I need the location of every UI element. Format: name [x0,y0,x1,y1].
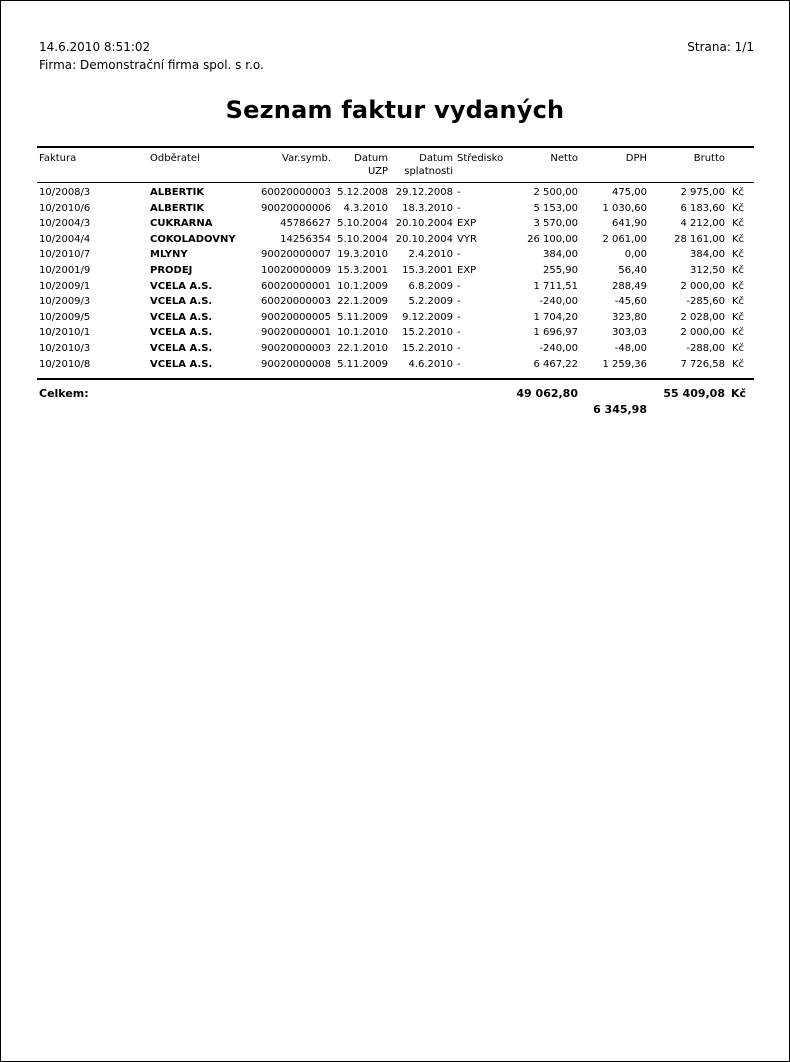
cost-center: - [457,280,461,292]
customer-name: VČELA A.S. [150,311,213,323]
amount-netto: 255,90 [543,265,578,276]
date-uzp: 5.11.2009 [337,311,388,323]
currency: Kč [732,343,745,354]
cost-center: - [457,187,461,198]
amount-vat: 475,00 [612,187,647,198]
amount-vat: 2 061,00 [602,233,647,245]
amount-vat: -48,00 [614,343,647,354]
customer-name: ALBERTÍK [150,187,205,198]
customer-name: MLÝNY [150,249,188,261]
date-due: 2.4.2010 [408,249,453,261]
date-uzp: 19.3.2010 [337,249,388,261]
invoice-number: 10/2010/1 [39,327,91,339]
variable-symbol: 90020000007 [261,249,331,261]
date-due: 15.3.2001 [402,265,453,276]
print-datetime: 14.6.2010 8:51:02 [39,40,151,54]
amount-netto: 2 500,00 [533,187,578,198]
report-title: Seznam faktur vydaných [225,96,565,124]
col-header-dph: DPH [625,153,647,164]
totals-label: Celkem: [39,387,89,400]
amount-brutto: 7 726,58 [680,358,725,370]
amount-netto: 6 467,22 [533,358,578,370]
amount-vat: -45,60 [614,296,647,308]
amount-vat: 641,90 [612,218,647,230]
variable-symbol: 90020000006 [261,202,331,214]
amount-brutto: 2 000,00 [680,327,725,339]
cost-center: - [457,343,461,354]
date-uzp: 5.12.2008 [337,187,388,198]
date-uzp: 10.1.2010 [337,327,388,339]
col-header-uzp-line2: UZP [367,166,388,177]
amount-vat: 323,80 [612,311,647,323]
col-header-brutto: Brutto [693,153,725,164]
amount-vat: 303,03 [612,327,647,339]
firm-name: Firma: Demonstrační firma spol. s r.o. [39,58,264,72]
totals-netto: 49 062,80 [516,387,578,400]
amount-netto: 5 153,00 [533,202,578,214]
currency: Kč [732,202,745,214]
customer-name: VČELA A.S. [150,296,213,308]
amount-brutto: 2 028,00 [680,311,725,323]
currency: Kč [732,358,745,370]
cost-center: - [457,358,461,370]
cost-center: - [457,296,461,308]
amount-netto: -240,00 [539,296,578,308]
col-header-uzp-line1: Datum [354,153,388,164]
customer-name: VČELA A.S. [150,343,213,354]
amount-netto: 1 704,20 [533,311,578,323]
variable-symbol: 90020000008 [261,358,331,370]
totals-brutto: 55 409,08 [663,387,725,400]
customer-name: VČELA A.S. [150,358,213,370]
date-due: 20.10.2004 [395,218,453,230]
col-header-odberatel: Odběratel [150,153,200,164]
date-due: 15.2.2010 [402,343,453,354]
date-uzp: 22.1.2009 [337,296,388,308]
cost-center: - [457,311,461,323]
invoice-number: 10/2009/1 [39,280,91,292]
customer-name: VČELA A.S. [150,280,213,292]
amount-brutto: -288,00 [686,343,725,354]
variable-symbol: 90020000001 [261,327,331,339]
col-header-splatnost-line1: Datum [419,153,453,164]
amount-netto: 384,00 [543,249,578,261]
customer-name: ČOKOLÁDOVNY [150,233,236,245]
date-due: 20.10.2004 [395,233,453,245]
invoice-number: 10/2010/7 [39,249,91,261]
amount-brutto: 384,00 [690,249,725,261]
variable-symbol: 60020000003 [261,187,331,198]
date-due: 29.12.2008 [395,187,453,198]
variable-symbol: 10020000009 [261,265,331,276]
variable-symbol: 14256354 [280,233,331,245]
variable-symbol: 90020000003 [261,343,331,354]
col-header-faktura: Faktura [39,153,77,164]
cost-center: - [457,327,461,339]
cost-center: EXP [457,218,477,230]
totals-currency: Kč [731,387,747,400]
customer-name: CUKRÁRNA [150,218,213,230]
currency: Kč [732,187,745,198]
date-uzp: 15.3.2001 [337,265,388,276]
totals-rule [37,378,754,380]
date-due: 4.6.2010 [408,358,453,370]
amount-brutto: 2 000,00 [680,280,725,292]
variable-symbol: 45786627 [280,218,331,230]
invoice-number: 10/2001/9 [39,265,91,276]
date-due: 9.12.2009 [402,311,453,323]
cost-center: - [457,249,461,261]
amount-netto: 26 100,00 [527,233,578,245]
invoice-number: 10/2010/8 [39,358,91,370]
cost-center: - [457,202,461,214]
currency: Kč [732,249,745,261]
variable-symbol: 90020000005 [261,311,331,323]
amount-netto: 3 570,00 [533,218,578,230]
customer-name: ALBERTÍK [150,202,205,214]
invoice-number: 10/2009/5 [39,311,91,323]
invoice-number: 10/2008/3 [39,187,91,198]
date-uzp: 5.11.2009 [337,358,388,370]
amount-netto: -240,00 [539,343,578,354]
amount-vat: 1 030,60 [602,202,647,214]
page-number: Strana: 1/1 [687,40,754,54]
variable-symbol: 60020000001 [261,280,331,292]
col-header-netto: Netto [550,153,578,164]
column-header-rule [37,182,754,183]
totals-dph: 6 345,98 [593,403,647,416]
invoice-number: 10/2010/3 [39,343,91,354]
currency: Kč [732,218,745,230]
amount-brutto: -285,60 [686,296,725,308]
currency: Kč [732,327,745,339]
amount-brutto: 28 161,00 [674,233,725,245]
currency: Kč [732,296,745,308]
header-rule [37,146,754,148]
date-uzp: 4.3.2010 [343,202,388,214]
amount-brutto: 4 212,00 [680,218,725,230]
invoice-number: 10/2004/4 [39,233,91,245]
col-header-stredisko: Středisko [457,153,504,164]
amount-brutto: 2 975,00 [680,187,725,198]
variable-symbol: 60020000003 [261,296,331,308]
currency: Kč [732,311,745,323]
amount-netto: 1 696,97 [533,327,578,339]
amount-brutto: 6 183,60 [680,202,725,214]
col-header-varsymb: Var.symb. [282,153,331,164]
customer-name: VČELA A.S. [150,327,213,339]
invoice-number: 10/2004/3 [39,218,91,230]
date-uzp: 5.10.2004 [337,218,388,230]
invoice-number: 10/2009/3 [39,296,91,308]
date-uzp: 10.1.2009 [337,280,388,292]
date-uzp: 22.1.2010 [337,343,388,354]
amount-vat: 1 259,36 [602,358,647,370]
amount-vat: 0,00 [624,249,647,261]
amount-brutto: 312,50 [690,265,725,276]
amount-vat: 56,40 [618,265,647,276]
currency: Kč [732,233,745,245]
date-due: 15.2.2010 [402,327,453,339]
date-due: 5.2.2009 [408,296,453,308]
invoice-number: 10/2010/6 [39,202,91,214]
customer-name: PRODEJ [150,265,193,276]
cost-center: VYR [457,233,477,245]
col-header-splatnost-line2: splatnosti [404,166,453,177]
currency: Kč [732,265,745,276]
amount-vat: 288,49 [612,280,647,292]
currency: Kč [732,280,745,292]
cost-center: EXP [457,265,477,276]
date-uzp: 5.10.2004 [337,233,388,245]
date-due: 18.3.2010 [402,202,453,214]
amount-netto: 1 711,51 [533,280,578,292]
date-due: 6.8.2009 [408,280,453,292]
